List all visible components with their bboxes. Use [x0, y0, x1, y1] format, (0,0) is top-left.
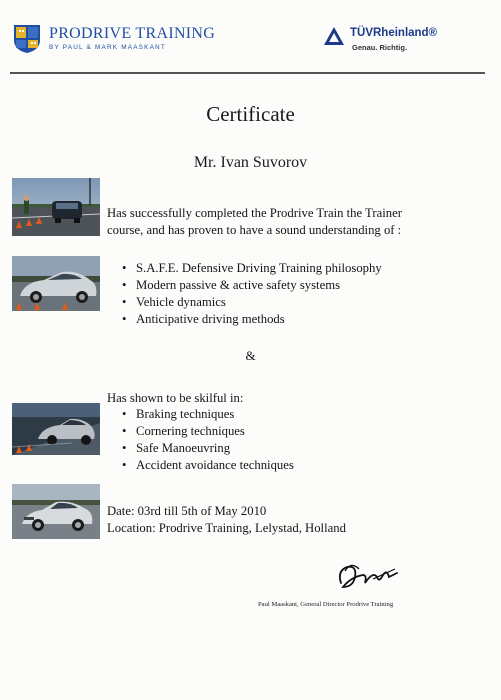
- completion-line-2: course, and has proven to have a sound understanding of :: [107, 223, 402, 237]
- list-item: • Accident avoidance techniques: [121, 457, 294, 474]
- list-item: • Cornering techniques: [121, 423, 294, 440]
- tuv-tagline: Genau. Richtig.: [352, 43, 408, 52]
- completion-statement: [107, 205, 402, 239]
- prodrive-crest-icon: [13, 24, 41, 54]
- header-divider: [10, 72, 485, 74]
- car-on-wet-skidpad-photo: [12, 403, 100, 455]
- knowledge-list-container: [121, 260, 382, 328]
- skills-section: [107, 390, 243, 407]
- course-location: Location: Prodrive Training, Lelystad, Holland: [107, 521, 346, 535]
- ampersand: &: [245, 348, 256, 363]
- list-item: • Modern passive & active safety systems: [121, 277, 382, 294]
- brand-name: PRODRIVE TRAINING: [49, 25, 216, 42]
- silver-coupe-photo: [12, 484, 100, 539]
- list-item: • Anticipative driving methods: [121, 311, 382, 328]
- skills-intro: Has shown to be skilful in:: [107, 391, 244, 405]
- tuv-triangle-icon: [323, 26, 345, 46]
- recipient-name: Mr. Ivan Suvorov: [193, 154, 308, 171]
- car-on-track-photo: [12, 178, 100, 236]
- course-date: Date: 03rd till 5th of May 2010: [107, 504, 267, 518]
- skills-list-container: [121, 406, 294, 474]
- list-item: • S.A.F.E. Defensive Driving Training philosophy: [121, 260, 382, 277]
- tuv-name: TÜVRheinland®: [350, 27, 438, 39]
- prodrive-logo: [13, 22, 216, 58]
- course-details: [107, 503, 346, 537]
- certificate-title: Certificate: [206, 102, 295, 126]
- list-item: • Vehicle dynamics: [121, 294, 382, 311]
- silver-sedan-photo: [12, 256, 100, 311]
- signature-caption: Paul Maaskant, General Director Prodrive Training: [258, 601, 394, 608]
- brand-subtitle: BY PAUL & MARK MAASKANT: [49, 44, 166, 51]
- list-item: • Braking techniques: [121, 406, 294, 423]
- list-item: • Safe Manoeuvring: [121, 440, 294, 457]
- skills-list: [121, 406, 294, 474]
- tuv-logo: [323, 24, 453, 58]
- signature-icon: [333, 557, 401, 593]
- knowledge-list: [121, 260, 382, 328]
- completion-line-1: Has successfully completed the Prodrive Train the Trainer: [107, 206, 402, 220]
